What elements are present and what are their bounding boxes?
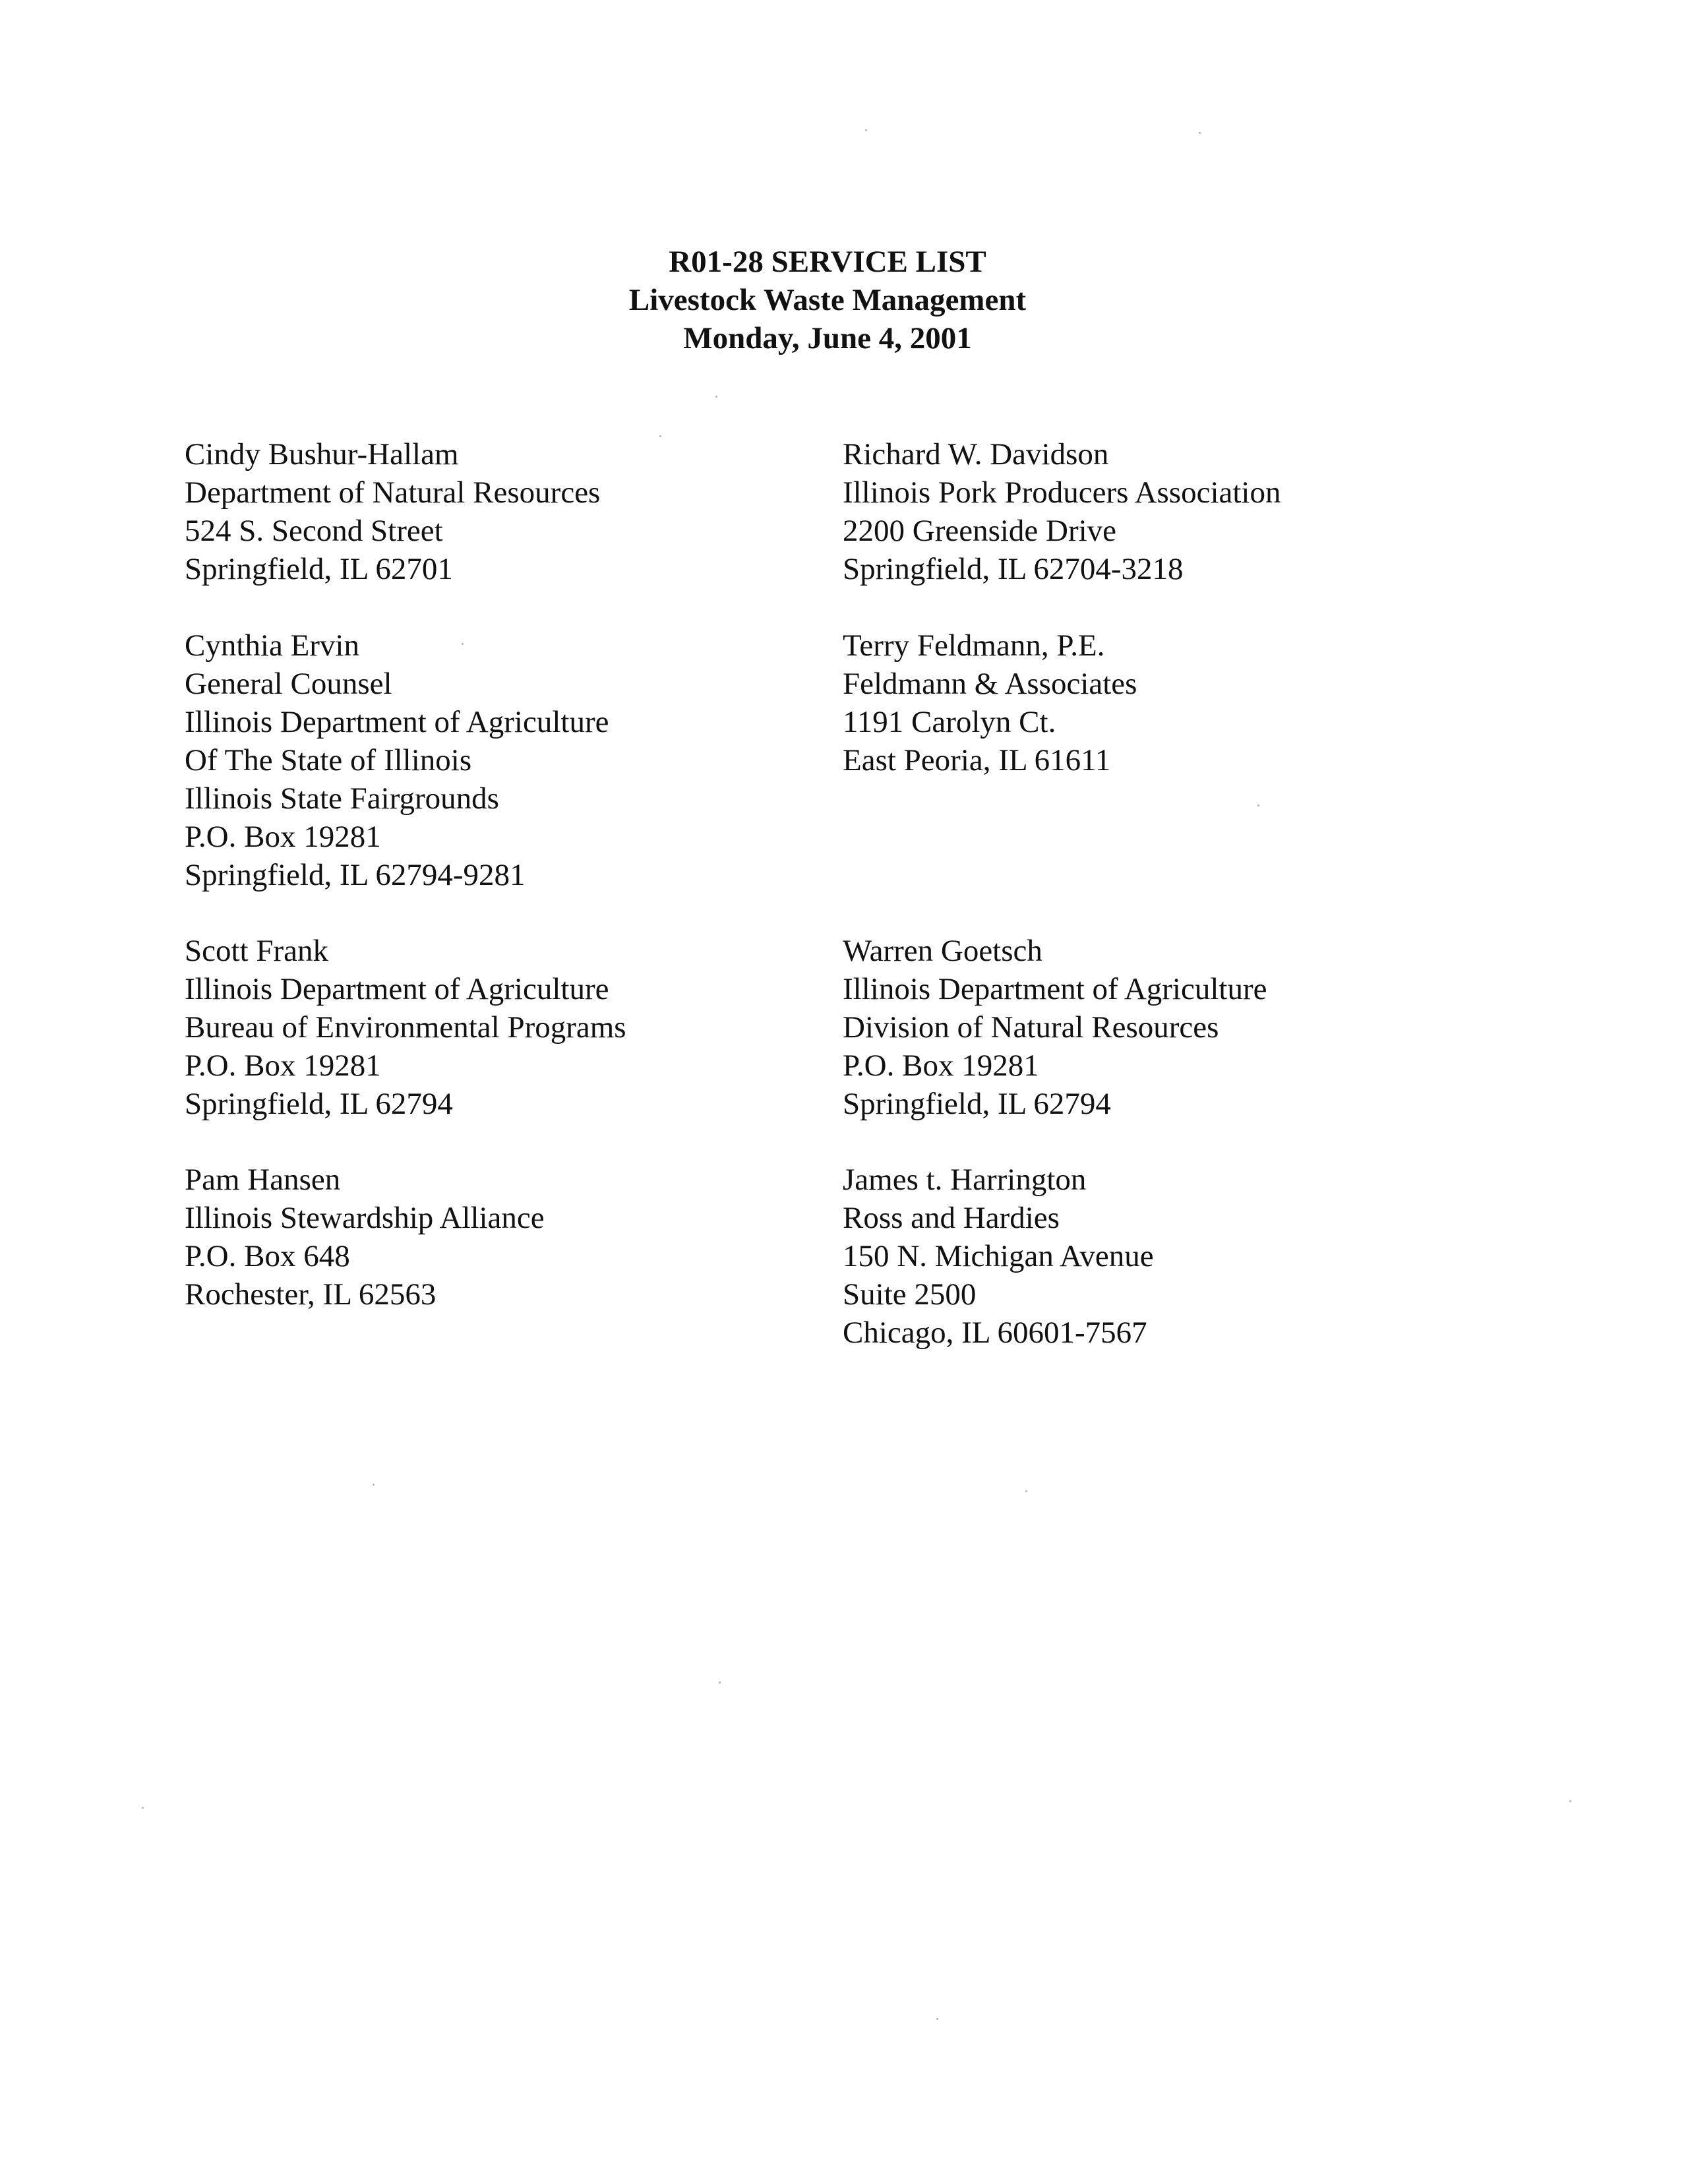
scan-speck xyxy=(936,2018,938,2020)
contact-name: James t. Harrington xyxy=(843,1163,1087,1197)
address-line: P.O. Box 19281 xyxy=(185,820,381,854)
scan-speck xyxy=(715,396,717,398)
scan-speck xyxy=(865,129,867,131)
address-line: General Counsel xyxy=(185,667,392,701)
address-block-harrington xyxy=(843,1161,1154,1352)
address-line: Illinois Department of Agriculture xyxy=(843,972,1267,1006)
scan-speck xyxy=(719,1682,721,1684)
contact-name: Cynthia Ervin xyxy=(185,628,359,663)
address-block-davidson xyxy=(843,435,1281,588)
address-line: Illinois Department of Agriculture xyxy=(185,705,609,739)
address-block-hansen xyxy=(185,1161,545,1314)
address-block-ervin xyxy=(185,626,609,894)
address-line: 524 S. Second Street xyxy=(185,514,443,548)
contact-name: Pam Hansen xyxy=(185,1163,341,1197)
address-block-feldmann xyxy=(843,626,1137,779)
address-block-bushur-hallam xyxy=(185,435,600,588)
address-line: Feldmann & Associates xyxy=(843,667,1137,701)
address-line: Illinois Stewardship Alliance xyxy=(185,1201,545,1235)
address-line: Illinois Department of Agriculture xyxy=(185,972,609,1006)
service-list-date: Monday, June 4, 2001 xyxy=(683,321,972,355)
scan-speck xyxy=(659,435,661,437)
address-line: 1191 Carolyn Ct. xyxy=(843,705,1056,739)
scan-speck xyxy=(1569,1800,1571,1802)
address-line: Illinois State Fairgrounds xyxy=(185,781,499,816)
scan-speck xyxy=(1025,1490,1027,1492)
address-line: P.O. Box 19281 xyxy=(185,1048,381,1083)
address-line: Rochester, IL 62563 xyxy=(185,1277,437,1312)
scan-speck xyxy=(142,1807,144,1809)
scan-speck xyxy=(462,643,464,645)
contact-name: Scott Frank xyxy=(185,934,329,968)
address-line: Illinois Pork Producers Association xyxy=(843,475,1281,510)
address-block-frank xyxy=(185,932,626,1123)
address-line: Springfield, IL 62794 xyxy=(843,1087,1111,1121)
contact-name: Richard W. Davidson xyxy=(843,437,1109,471)
scan-speck xyxy=(373,1484,375,1486)
address-line: Chicago, IL 60601-7567 xyxy=(843,1316,1147,1350)
document-header xyxy=(0,243,1655,357)
address-line: Springfield, IL 62701 xyxy=(185,552,453,586)
address-line: Department of Natural Resources xyxy=(185,475,601,510)
address-block-goetsch xyxy=(843,932,1267,1123)
address-line: Ross and Hardies xyxy=(843,1201,1060,1235)
address-line: Of The State of Illinois xyxy=(185,743,472,777)
address-line: Bureau of Environmental Programs xyxy=(185,1010,626,1045)
address-line: Springfield, IL 62794-9281 xyxy=(185,858,526,892)
address-line: East Peoria, IL 61611 xyxy=(843,743,1111,777)
address-line: Division of Natural Resources xyxy=(843,1010,1219,1045)
scan-speck xyxy=(1257,804,1259,806)
contact-name: Terry Feldmann, P.E. xyxy=(843,628,1105,663)
scan-speck xyxy=(1199,132,1201,134)
contact-name: Cindy Bushur-Hallam xyxy=(185,437,459,471)
address-line: Suite 2500 xyxy=(843,1277,977,1312)
address-line: 150 N. Michigan Avenue xyxy=(843,1239,1154,1273)
contact-name: Warren Goetsch xyxy=(843,934,1042,968)
address-line: Springfield, IL 62704-3218 xyxy=(843,552,1184,586)
service-list-title: R01-28 SERVICE LIST xyxy=(669,245,986,279)
address-line: P.O. Box 648 xyxy=(185,1239,350,1273)
address-line: Springfield, IL 62794 xyxy=(185,1087,453,1121)
address-line: 2200 Greenside Drive xyxy=(843,514,1117,548)
service-list-subject: Livestock Waste Management xyxy=(628,283,1027,317)
address-line: P.O. Box 19281 xyxy=(843,1048,1039,1083)
